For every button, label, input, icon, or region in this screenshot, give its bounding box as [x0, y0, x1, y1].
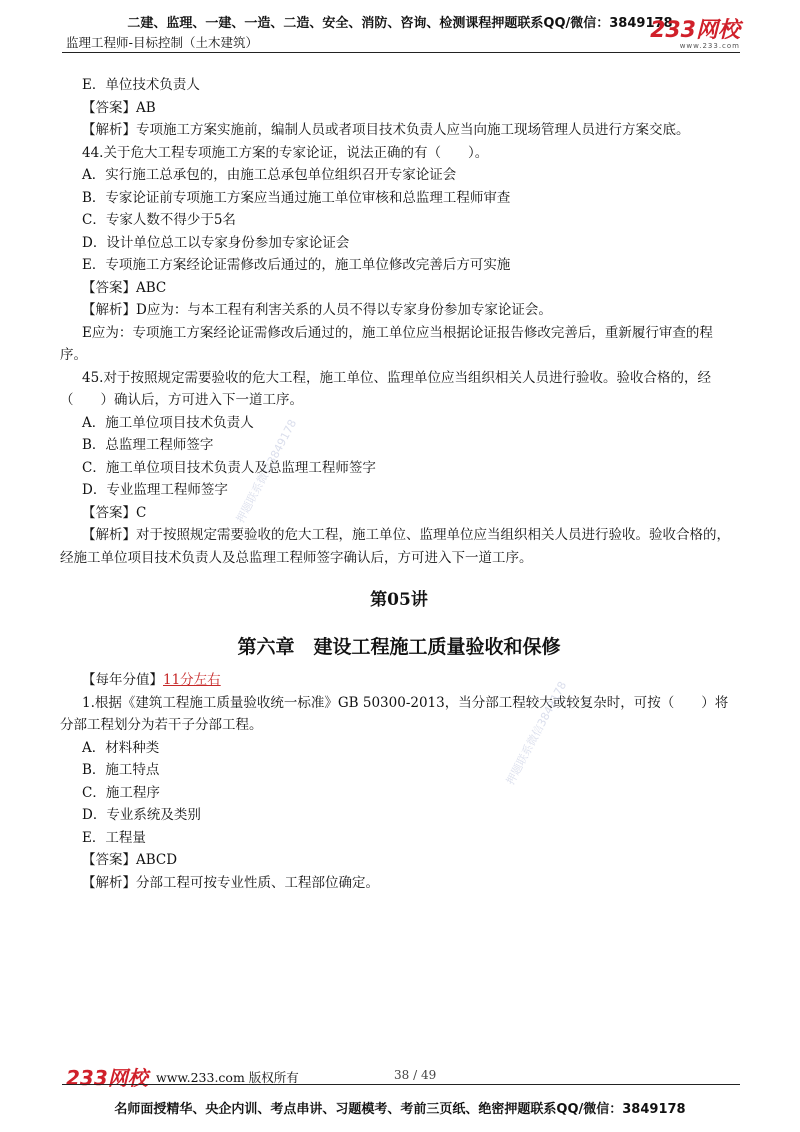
q44-option-d: D．设计单位总工以专家身份参加专家论证会: [82, 234, 350, 251]
q44-option-e: E．专项施工方案经论证需修改后通过的，施工单位修改完善后方可实施: [82, 257, 511, 273]
footer-copyright: www.233.com 版权所有: [156, 1070, 299, 1085]
chapter-title: 第六章 建设工程施工质量验收和保修: [237, 636, 561, 658]
q45-option-b: B．总监理工程师签字: [82, 437, 214, 453]
q1-option-b: B．施工特点: [82, 762, 160, 778]
q44-option-c: C．专家人数不得少于5名: [82, 212, 236, 228]
q44-option-b: B．专家论证前专项施工方案应当通过施工单位审核和总监理工程师审查: [82, 189, 511, 206]
score-value: 11分左右: [163, 672, 221, 688]
q45-option-a: A．施工单位项目技术负责人: [82, 414, 254, 431]
page-number: 38 / 49: [394, 1068, 437, 1082]
q45-stem: 45.对于按照规定需要验收的危大工程，施工单位、监理单位应当组织相关人员进行验收。验收合格的，经（ ）确认后，方可进入下一道工序。: [60, 369, 711, 408]
page-content: [60, 74, 738, 894]
footer-logo: 233网校: [66, 1066, 148, 1090]
document-subtitle: 监理工程师-目标控制（土木建筑）: [66, 35, 259, 50]
q45-option-d: D．专业监理工程师签字: [82, 482, 228, 498]
header-contact-line: 二建、监理、一建、一造、二造、安全、消防、咨询、检测课程押题联系QQ/微信：3849178: [127, 16, 673, 31]
brand-logo: [650, 20, 740, 50]
q43-answer: 【答案】AB: [82, 99, 156, 116]
footer-divider: [62, 1084, 740, 1085]
q44-option-a: A．实行施工总承包的，由施工总承包单位组织召开专家论证会: [82, 167, 457, 183]
q43-analysis: 【解析】专项施工方案实施前，编制人员或者项目技术负责人应当向施工现场管理人员进行方案交底。: [82, 122, 690, 138]
q1-option-a: A．材料种类: [82, 739, 160, 756]
footer-contact-line: 名师面授精华、央企内训、考点串讲、习题模考、考前三页纸、绝密押题联系QQ/微信：3849178: [114, 1102, 686, 1117]
q45-option-c: C．施工单位项目技术负责人及总监理工程师签字: [82, 459, 376, 476]
header-divider: [62, 52, 740, 53]
q44-stem: 44.关于危大工程专项施工方案的专家论证，说法正确的有（ ）。: [82, 144, 489, 161]
q1-option-e: E．工程量: [82, 829, 146, 846]
q44-analysis-2: E应为：专项施工方案经论证需修改后通过的，施工单位应当根据论证报告修改完善后，重新履行审查的程序。: [60, 324, 713, 363]
logo-url: www.233.com: [679, 42, 740, 50]
q1-answer: 【答案】ABCD: [82, 852, 178, 868]
q45-analysis: 【解析】对于按照规定需要验收的危大工程，施工单位、监理单位应当组织相关人员进行验收。验收合格的，经施工单位项目技术负责人及总监理工程师签字确认后，方可进入下一道工序。: [60, 527, 730, 566]
q44-analysis-1: 【解析】D应为：与本工程有利害关系的人员不得以专家身份参加专家论证会。: [82, 302, 552, 318]
q44-answer: 【答案】ABC: [82, 279, 167, 296]
score-label: 【每年分值】: [82, 672, 163, 688]
section-title: 第05讲: [370, 590, 428, 610]
q1-option-c: C．施工程序: [82, 784, 160, 801]
watermark-1: 押题联系微信3849178: [233, 417, 300, 526]
q1-analysis: 【解析】分部工程可按专业性质、工程部位确定。: [82, 874, 379, 891]
annual-score: [60, 669, 738, 692]
q1-stem: 1.根据《建筑工程施工质量验收统一标准》GB 50300-2013，当分部工程较大或较复杂时，可按（ ）将分部工程划分为若干子分部工程。: [60, 694, 729, 733]
watermark-2: 押题联系微信3849178: [503, 679, 570, 788]
q1-option-d: D．专业系统及类别: [82, 807, 201, 823]
logo-text: 233网校: [650, 18, 740, 43]
q43-option-e: E．单位技术负责人: [82, 77, 200, 93]
q45-answer: 【答案】C: [82, 504, 147, 521]
